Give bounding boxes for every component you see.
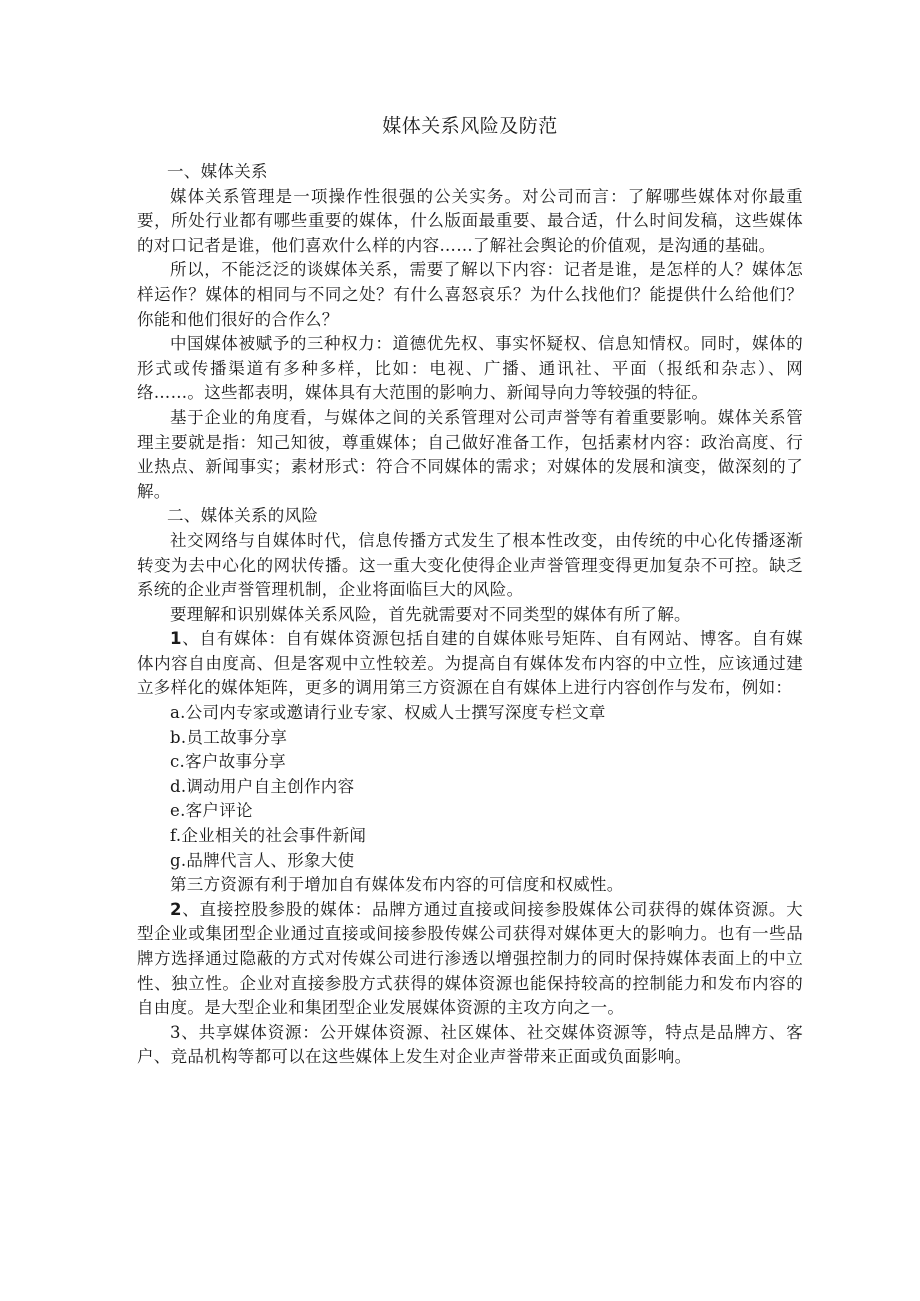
list-item: b.员工故事分享 <box>170 727 288 747</box>
body-paragraph: 第三方资源有利于增加自有媒体发布内容的可信度和权威性。 <box>170 875 624 895</box>
list-item: e.客户评论 <box>170 801 253 821</box>
numbered-paragraph <box>137 898 803 1021</box>
item-number: 1 <box>170 629 182 649</box>
list-item: c.客户故事分享 <box>170 752 286 772</box>
body-paragraph: 所以，不能泛泛的谈媒体关系，需要了解以下内容：记者是谁，是怎样的人？媒体怎样运作？媒体的相同与不同之处？有什么喜怒哀乐？为什么找他们？能提供什么给他们？你能和他们很好的合作么？ <box>137 260 803 329</box>
section-heading: 一、媒体关系 <box>167 162 268 181</box>
list-item: d.调动用户自主创作内容 <box>170 776 355 796</box>
list-item: a.公司内专家或邀请行业专家、权威人士撰写深度专栏文章 <box>170 703 606 723</box>
body-paragraph: 中国媒体被赋予的三种权力：道德优先权、事实怀疑权、信息知情权。同时，媒体的形式或传播渠道有多种多样，比如：电视、广播、通讯社、平面（报纸和杂志）、网络……。这些都表明，媒体具有大范围的影响力、新闻导向力等较强的特征。 <box>137 334 803 403</box>
body-paragraph: 3、共享媒体资源：公开媒体资源、社区媒体、社交媒体资源等，特点是品牌方、客户、竞品机构等都可以在这些媒体上发生对企业声誉带来正面或负面影响。 <box>137 1022 803 1067</box>
item-number: 2 <box>170 899 182 919</box>
document-content <box>137 108 803 1070</box>
numbered-paragraph <box>137 627 803 701</box>
body-paragraph: 基于企业的角度看，与媒体之间的关系管理对公司声誉等有着重要影响。媒体关系管理主要就是指：知己知彼，尊重媒体；自己做好准备工作，包括素材内容：政治高度、行业热点、新闻事实；素材形式：符合不同媒体的需求；对媒体的发展和演变，做深刻的了解。 <box>137 407 803 501</box>
item-text: 、自有媒体：自有媒体资源包括自建的自媒体账号矩阵、自有网站、博客。自有媒体内容自由度高、但是客观中立性较差。为提高自有媒体发布内容的中立性，应该通过建立多样化的媒体矩阵，更多的调用第三方资源在自有媒体上进行内容创作与发布，例如： <box>137 629 803 698</box>
document-title: 媒体关系风险及防范 <box>382 115 558 137</box>
body-paragraph: 要理解和识别媒体关系风险，首先就需要对不同类型的媒体有所了解。 <box>170 604 691 624</box>
list-item: f.企业相关的社会事件新闻 <box>170 826 367 846</box>
body-paragraph: 社交网络与自媒体时代，信息传播方式发生了根本性改变，由传统的中心化传播逐渐转变为去中心化的网状传播。这一重大变化使得企业声誉管理变得更加复杂不可控。缺乏系统的企业声誉管理机制，企业将面临巨大的风险。 <box>137 530 803 600</box>
list-item: g.品牌代言人、形象大使 <box>170 850 355 870</box>
item-text: 、直接控股参股的媒体：品牌方通过直接或间接参股媒体公司获得的媒体资源。大型企业或集团型企业通过直接或间接参股传媒公司获得对媒体更大的影响力。也有一些品牌方选择通过隐蔽的方式对传媒公司进行渗透以增强控制力的同时保持媒体表面上的中立性、独立性。企业对直接参股方式获得的媒体资源也能保持较高的控制能力和发布内容的自由度。是大型企业和集团型企业发展媒体资源的主攻方向之一。 <box>137 899 803 1018</box>
body-paragraph: 媒体关系管理是一项操作性很强的公关实务。对公司而言：了解哪些媒体对你最重要，所处行业都有哪些重要的媒体，什么版面最重要、最合适，什么时间发稿，这些媒体的对口记者是谁，他们喜欢什么样的内容……了解社会舆论的价值观，是沟通的基础。 <box>137 186 803 255</box>
section-heading: 二、媒体关系的风险 <box>167 506 319 526</box>
